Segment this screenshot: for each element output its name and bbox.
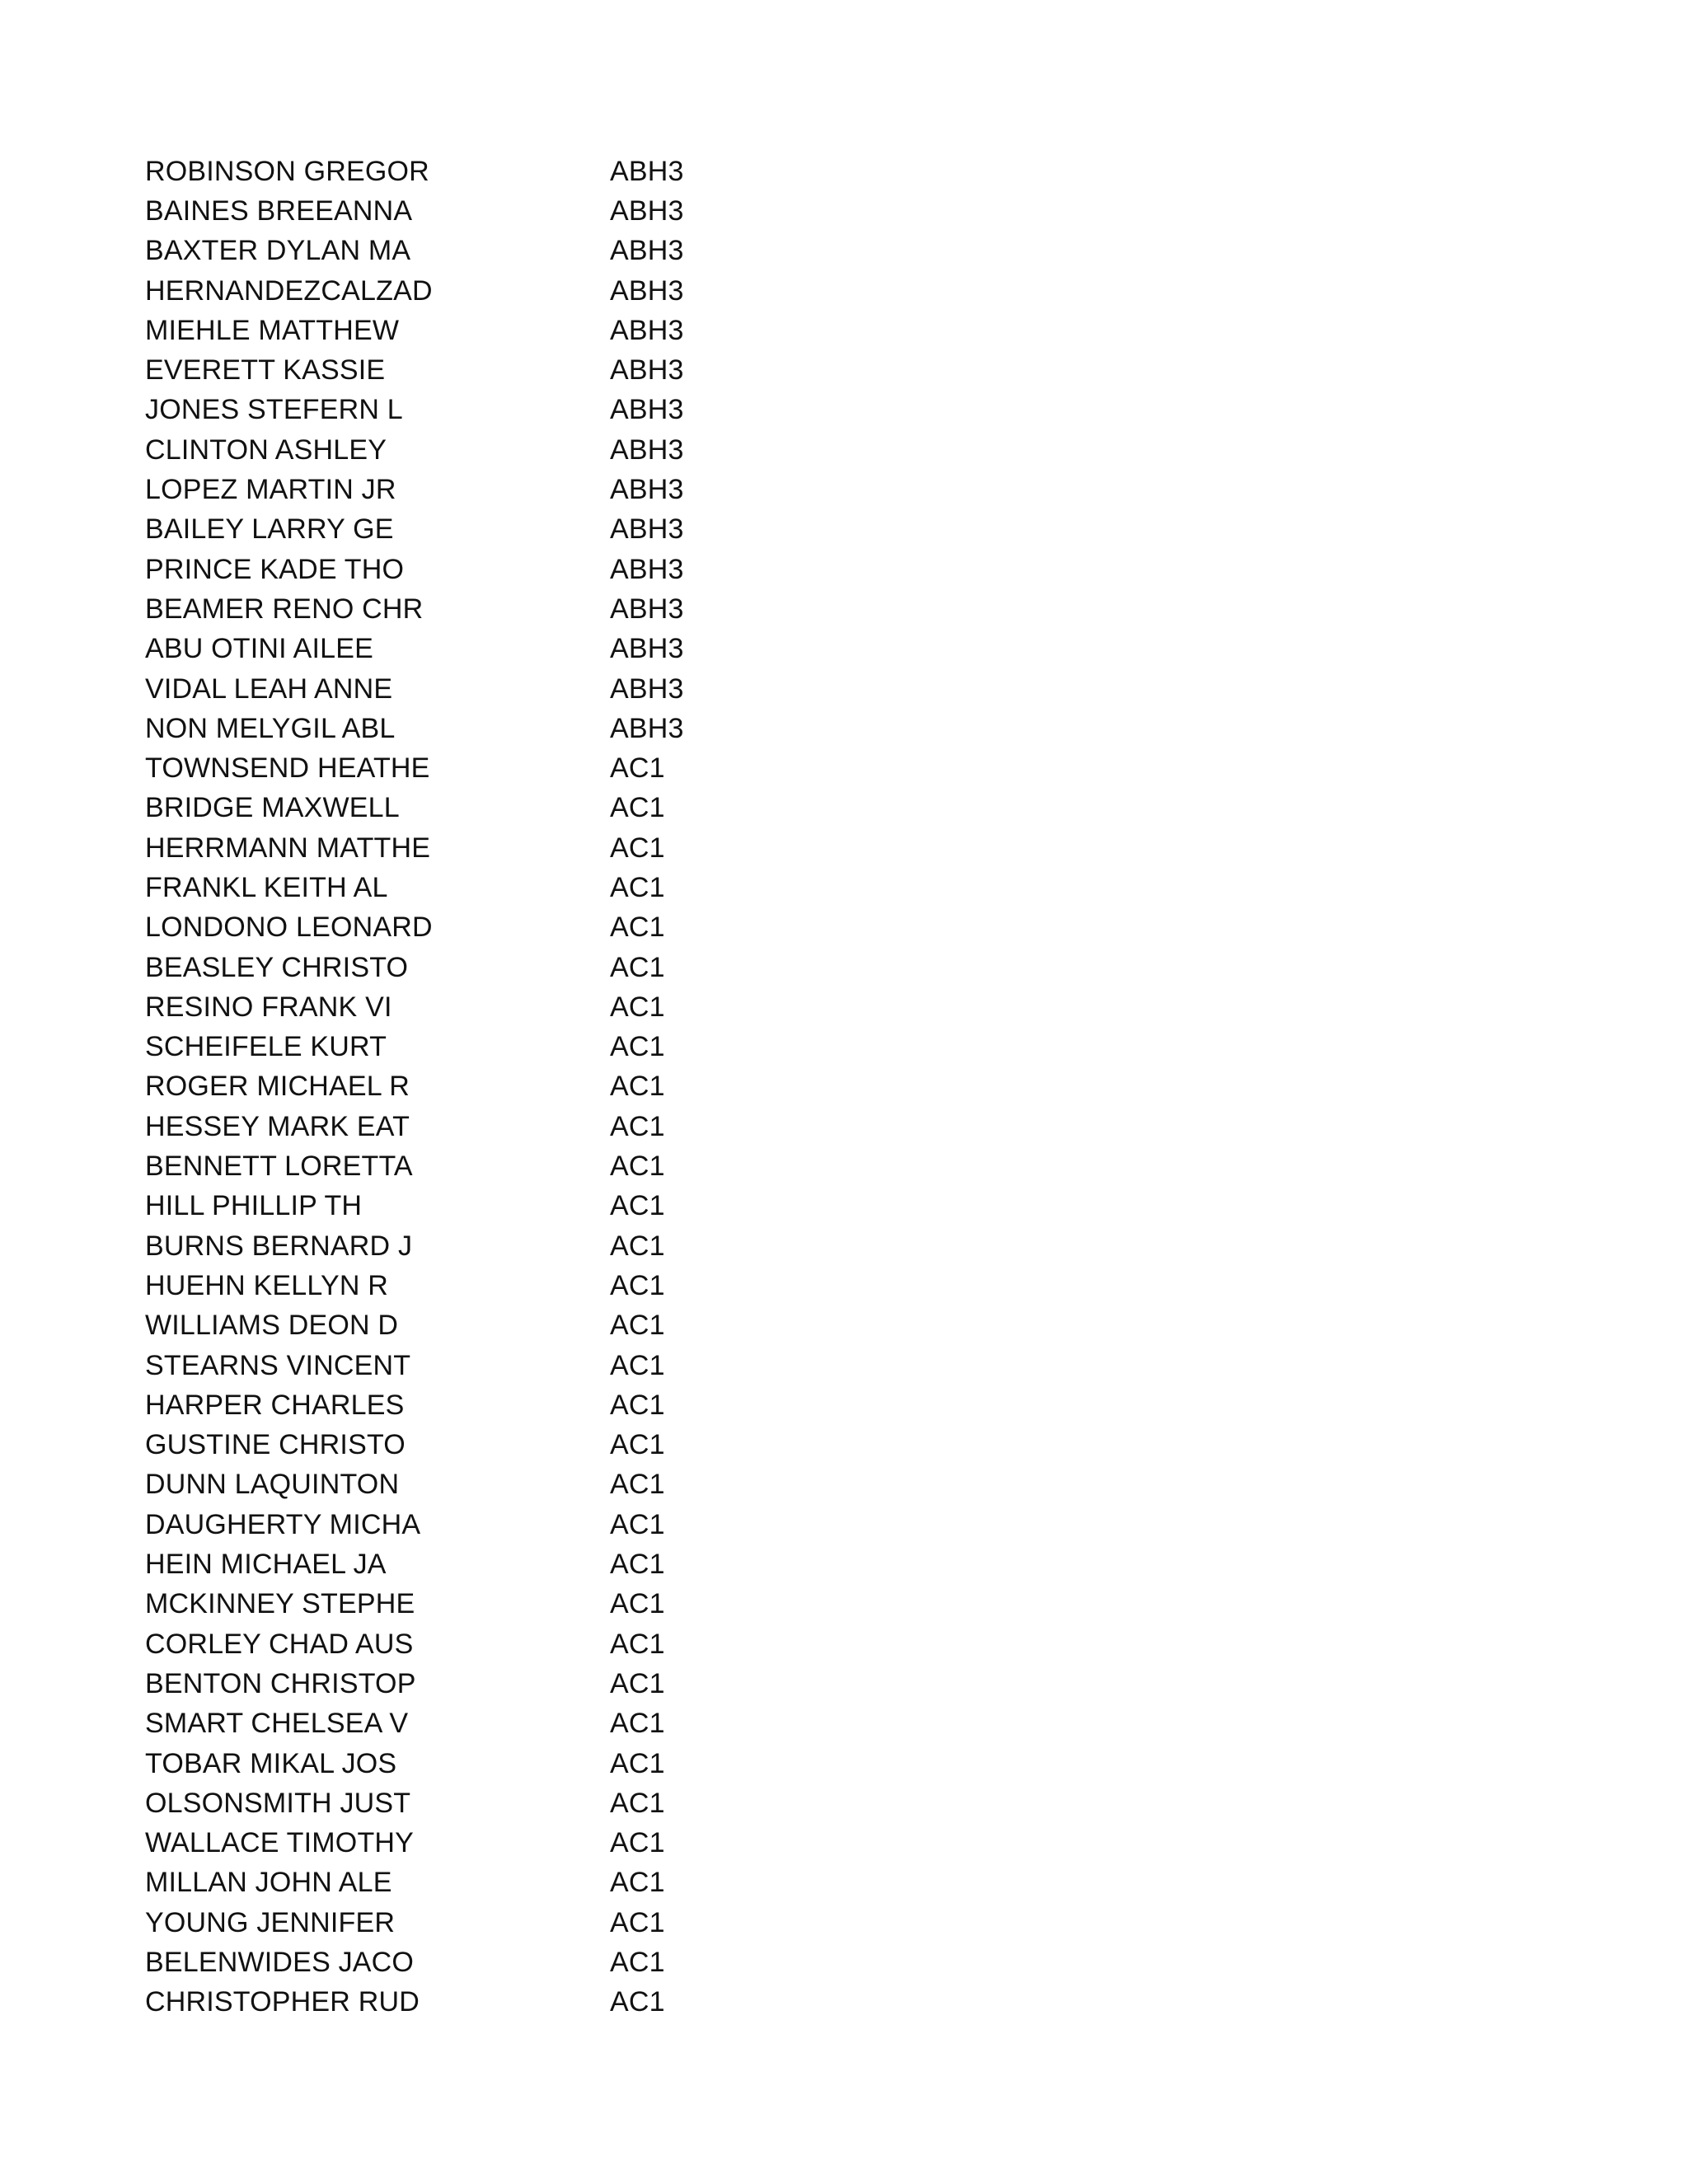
list-item bbox=[145, 1266, 887, 1305]
person-name: BENTON CHRISTOP bbox=[145, 1667, 416, 1699]
list-item bbox=[145, 709, 887, 748]
person-name: HILL PHILLIP TH bbox=[145, 1190, 363, 1222]
code-value: AC1 bbox=[610, 1947, 665, 1978]
code-value: AC1 bbox=[610, 912, 665, 944]
person-name: SMART CHELSEA V bbox=[145, 1708, 409, 1740]
person-name: BENNETT LORETTA bbox=[145, 1151, 413, 1183]
code-value: AC1 bbox=[610, 1469, 665, 1501]
person-name: OLSONSMITH JUST bbox=[145, 1787, 411, 1819]
list-item bbox=[145, 1385, 887, 1425]
person-name: ABU OTINI AILEE bbox=[145, 633, 373, 665]
list-item bbox=[145, 1465, 887, 1505]
person-name: VIDAL LEAH ANNE bbox=[145, 673, 393, 705]
code-value: AC1 bbox=[610, 1269, 665, 1301]
list-item bbox=[145, 748, 887, 788]
list-item bbox=[145, 191, 887, 231]
code-value: AC1 bbox=[610, 1389, 665, 1421]
code-value: AC1 bbox=[610, 1549, 665, 1581]
list-item bbox=[145, 430, 887, 470]
code-value: AC1 bbox=[610, 1867, 665, 1899]
person-name: BAINES BREEANNA bbox=[145, 194, 413, 227]
person-name: ROBINSON GREGOR bbox=[145, 155, 429, 187]
person-name: LOPEZ MARTIN JR bbox=[145, 474, 396, 506]
code-value: ABH3 bbox=[610, 274, 684, 307]
code-value: ABH3 bbox=[610, 235, 684, 267]
code-value: AC1 bbox=[610, 1787, 665, 1819]
list-item bbox=[145, 1983, 887, 2022]
person-name: WALLACE TIMOTHY bbox=[145, 1827, 415, 1859]
code-value: ABH3 bbox=[610, 434, 684, 466]
list-item bbox=[145, 1823, 887, 1863]
person-name: ROGER MICHAEL R bbox=[145, 1071, 410, 1103]
code-value: AC1 bbox=[610, 792, 665, 824]
list-item bbox=[145, 1306, 887, 1346]
list-item bbox=[145, 630, 887, 669]
code-value: AC1 bbox=[610, 1151, 665, 1183]
list-item bbox=[145, 470, 887, 509]
code-value: AC1 bbox=[610, 1986, 665, 2018]
person-name: BAXTER DYLAN MA bbox=[145, 235, 411, 267]
list-item bbox=[145, 1624, 887, 1664]
code-value: AC1 bbox=[610, 1628, 665, 1660]
code-value: AC1 bbox=[610, 1708, 665, 1740]
person-name: LONDONO LEONARD bbox=[145, 912, 433, 944]
code-value: ABH3 bbox=[610, 553, 684, 585]
code-value: AC1 bbox=[610, 1190, 665, 1222]
code-value: AC1 bbox=[610, 1349, 665, 1381]
list-item bbox=[145, 1585, 887, 1624]
list-item bbox=[145, 1943, 887, 1982]
list-item bbox=[145, 232, 887, 271]
list-item bbox=[145, 1107, 887, 1146]
code-value: AC1 bbox=[610, 1230, 665, 1262]
list-item bbox=[145, 1903, 887, 1943]
list-item bbox=[145, 1744, 887, 1783]
person-name: STEARNS VINCENT bbox=[145, 1349, 411, 1381]
code-value: AC1 bbox=[610, 1667, 665, 1699]
code-value: ABH3 bbox=[610, 673, 684, 705]
code-value: ABH3 bbox=[610, 593, 684, 625]
list-item bbox=[145, 271, 887, 311]
person-name: EVERETT KASSIE bbox=[145, 354, 386, 387]
person-name: MCKINNEY STEPHE bbox=[145, 1588, 415, 1620]
list-item bbox=[145, 908, 887, 948]
person-name: HERNANDEZCALZAD bbox=[145, 274, 433, 307]
list-item bbox=[145, 669, 887, 709]
code-value: AC1 bbox=[610, 1071, 665, 1103]
code-value: ABH3 bbox=[610, 712, 684, 744]
list-item bbox=[145, 152, 887, 191]
code-value: ABH3 bbox=[610, 474, 684, 506]
person-name: DAUGHERTY MICHA bbox=[145, 1508, 421, 1540]
person-name: SCHEIFELE KURT bbox=[145, 1031, 387, 1063]
person-name: TOBAR MIKAL JOS bbox=[145, 1747, 397, 1779]
person-name: BAILEY LARRY GE bbox=[145, 513, 394, 546]
list-item bbox=[145, 1187, 887, 1226]
person-name: TOWNSEND HEATHE bbox=[145, 752, 430, 785]
list-item bbox=[145, 1146, 887, 1186]
person-name: MIEHLE MATTHEW bbox=[145, 314, 400, 346]
list-item bbox=[145, 868, 887, 907]
code-value: ABH3 bbox=[610, 155, 684, 187]
code-value: AC1 bbox=[610, 1827, 665, 1859]
code-value: AC1 bbox=[610, 991, 665, 1023]
code-value: AC1 bbox=[610, 1508, 665, 1540]
code-value: AC1 bbox=[610, 1588, 665, 1620]
person-name: JONES STEFERN L bbox=[145, 394, 403, 426]
list-item bbox=[145, 828, 887, 868]
code-value: ABH3 bbox=[610, 354, 684, 387]
code-value: ABH3 bbox=[610, 194, 684, 227]
person-name: HEIN MICHAEL JA bbox=[145, 1549, 387, 1581]
list-item bbox=[145, 1505, 887, 1544]
code-value: AC1 bbox=[610, 832, 665, 864]
list-item bbox=[145, 1067, 887, 1107]
person-name: HARPER CHARLES bbox=[145, 1389, 405, 1421]
name-code-list bbox=[145, 152, 887, 2022]
list-item bbox=[145, 1704, 887, 1744]
list-item bbox=[145, 1346, 887, 1385]
code-value: AC1 bbox=[610, 1747, 665, 1779]
person-name: CORLEY CHAD AUS bbox=[145, 1628, 414, 1660]
person-name: FRANKL KEITH AL bbox=[145, 871, 388, 903]
code-value: AC1 bbox=[610, 1110, 665, 1142]
code-value: AC1 bbox=[610, 752, 665, 785]
person-name: HUEHN KELLYN R bbox=[145, 1269, 389, 1301]
code-value: AC1 bbox=[610, 1429, 665, 1461]
list-item bbox=[145, 550, 887, 589]
list-item bbox=[145, 311, 887, 350]
person-name: CHRISTOPHER RUD bbox=[145, 1986, 420, 2018]
person-name: CLINTON ASHLEY bbox=[145, 434, 387, 466]
list-item bbox=[145, 948, 887, 987]
person-name: RESINO FRANK VI bbox=[145, 991, 392, 1023]
list-item bbox=[145, 789, 887, 828]
code-value: AC1 bbox=[610, 1310, 665, 1342]
person-name: HESSEY MARK EAT bbox=[145, 1110, 410, 1142]
person-name: HERRMANN MATTHE bbox=[145, 832, 431, 864]
code-value: AC1 bbox=[610, 951, 665, 983]
list-item bbox=[145, 1783, 887, 1823]
list-item bbox=[145, 510, 887, 550]
list-item bbox=[145, 1426, 887, 1465]
code-value: AC1 bbox=[610, 871, 665, 903]
person-name: BELENWIDES JACO bbox=[145, 1947, 415, 1978]
person-name: YOUNG JENNIFER bbox=[145, 1906, 396, 1938]
person-name: BEAMER RENO CHR bbox=[145, 593, 424, 625]
person-name: BURNS BERNARD J bbox=[145, 1230, 413, 1262]
person-name: WILLIAMS DEON D bbox=[145, 1310, 399, 1342]
person-name: MILLAN JOHN ALE bbox=[145, 1867, 392, 1899]
person-name: DUNN LAQUINTON bbox=[145, 1469, 400, 1501]
list-item bbox=[145, 987, 887, 1027]
code-value: ABH3 bbox=[610, 633, 684, 665]
list-item bbox=[145, 1028, 887, 1067]
code-value: ABH3 bbox=[610, 513, 684, 546]
list-item bbox=[145, 391, 887, 430]
person-name: BRIDGE MAXWELL bbox=[145, 792, 400, 824]
code-value: AC1 bbox=[610, 1906, 665, 1938]
person-name: PRINCE KADE THO bbox=[145, 553, 405, 585]
code-value: AC1 bbox=[610, 1031, 665, 1063]
person-name: NON MELYGIL ABL bbox=[145, 712, 396, 744]
list-item bbox=[145, 589, 887, 629]
person-name: BEASLEY CHRISTO bbox=[145, 951, 409, 983]
list-item bbox=[145, 1664, 887, 1704]
list-item bbox=[145, 1863, 887, 1903]
list-item bbox=[145, 1544, 887, 1584]
list-item bbox=[145, 350, 887, 390]
code-value: ABH3 bbox=[610, 314, 684, 346]
list-item bbox=[145, 1226, 887, 1266]
person-name: GUSTINE CHRISTO bbox=[145, 1429, 406, 1461]
code-value: ABH3 bbox=[610, 394, 684, 426]
